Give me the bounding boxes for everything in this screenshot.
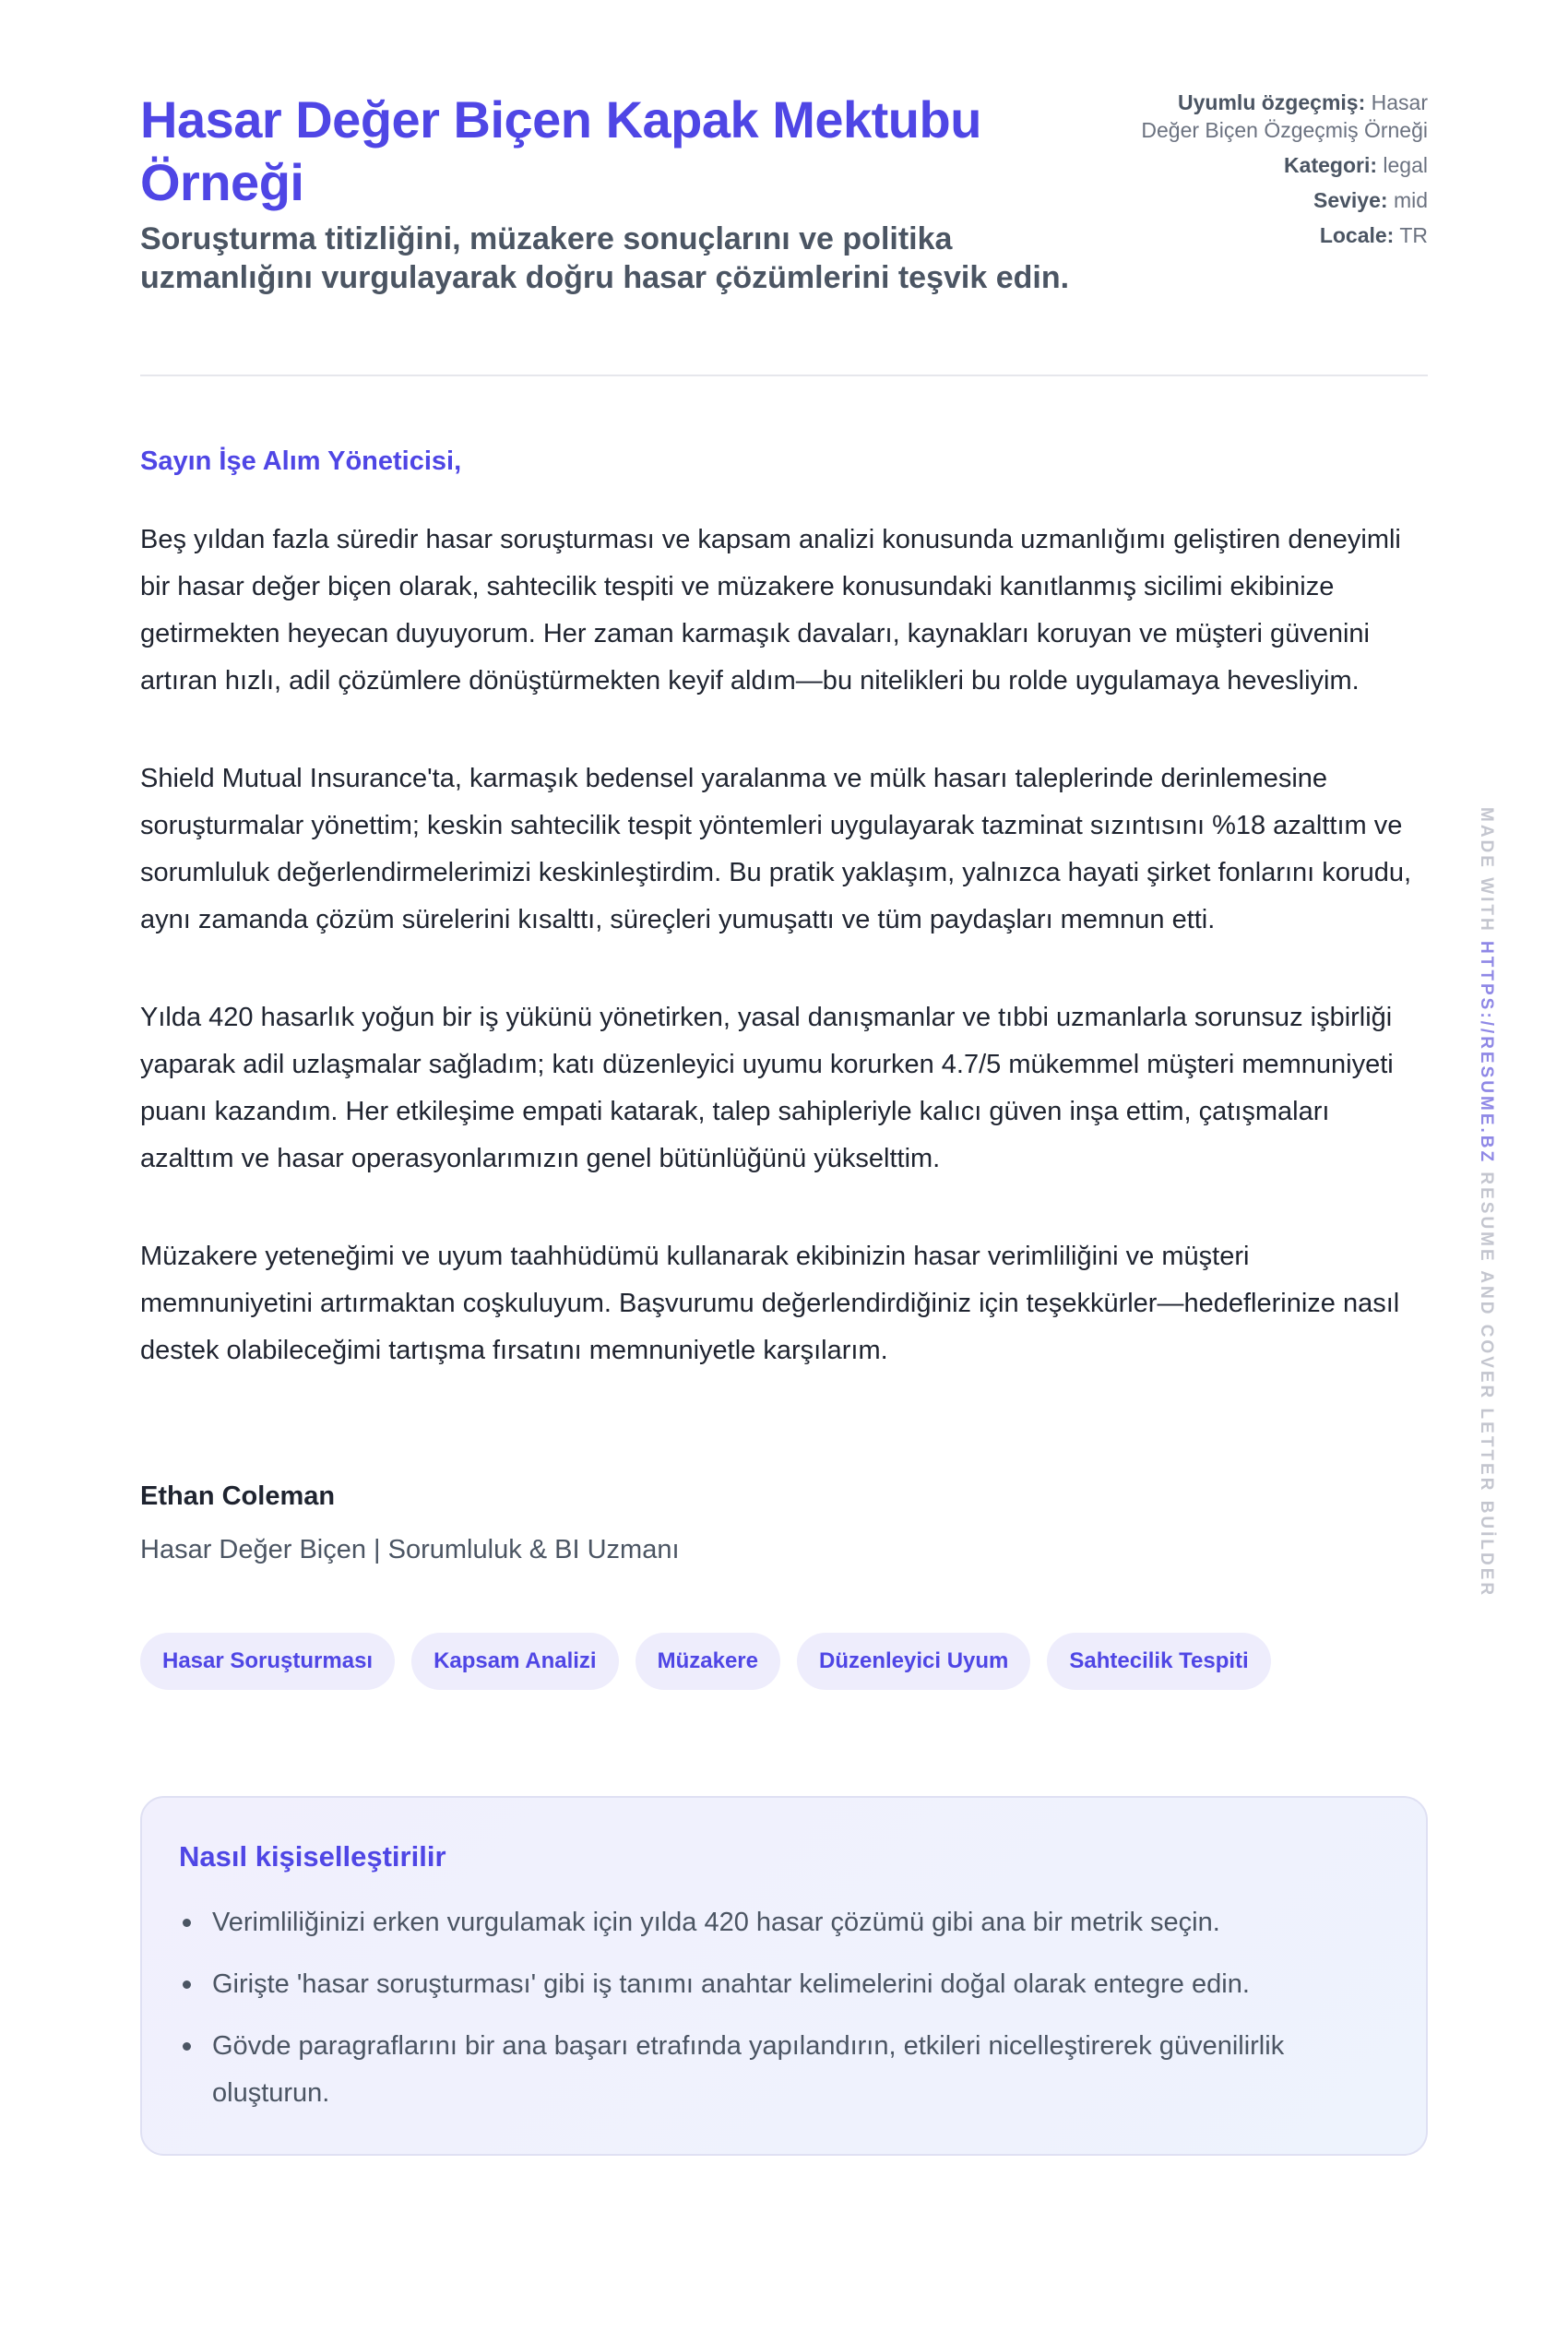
skill-tag: Müzakere [636, 1633, 780, 1690]
watermark-prefix: MADE WITH [1477, 807, 1496, 934]
page-title: Hasar Değer Biçen Kapak Mektubu Örneği [140, 90, 981, 211]
skill-tag: Sahtecilik Tespiti [1047, 1633, 1270, 1690]
meta-level-label: Seviye: [1313, 188, 1388, 212]
skill-tags [140, 1633, 1428, 1690]
watermark-link[interactable]: HTTPS://RESUME.BZ [1477, 941, 1496, 1165]
personalization-tips [140, 1796, 1428, 2156]
tip-item: Verimliliğinizi erken vurgulamak için yılda 420 hasar çözümü gibi ana bir metrik seçin. [179, 1899, 1387, 1946]
letter-salutation: Sayın İşe Alım Yöneticisi, [140, 446, 462, 476]
meta-resume [1123, 89, 1428, 144]
meta-locale [1123, 221, 1428, 249]
cover-letter-page [140, 0, 1428, 2156]
page-header [140, 0, 1428, 376]
letter-paragraph: Yılda 420 hasarlık yoğun bir iş yükünü yönetirken, yasal danışmanlar ve tıbbi uzmanlarla sorunsuz işbirliği yaparak adil uzlaşmalar sağladım; katı düzenleyici uyumu korurken 4.7/5 mükemmel müşteri memnuniyeti puanı kazandım. Her etkileşime empati katarak, talep sahipleriyle kalıcı güven inşa ettim, çatışmaları azalttım ve hasar operasyonlarımızın genel bütünlüğünü yükselttim. [140, 1003, 1394, 1173]
letter-paragraph: Beş yıldan fazla süredir hasar soruşturması ve kapsam analizi konusunda uzmanlığımı geliştiren deneyimli bir hasar değer biçen olarak, sahtecilik tespiti ve müzakere konusundaki kanıtlanmış sicilimi ekibinize getirmekten heyecan duyuyorum. Her zaman karmaşık davaları, kaynakları koruyan ve müşteri güvenini artıran hızlı, adil çözümlere dönüştürmekten keyif aldım—bu nitelikleri bu rolde uygulamaya hevesliyim. [140, 525, 1401, 696]
letter-paragraph: Shield Mutual Insurance'ta, karmaşık bedensel yaralanma ve mülk hasarı taleplerinde derinlemesine soruşturmalar yönettim; keskin sahtecilik tespit yöntemleri uygulayarak tazminat sızıntısını %18 azalttım ve sorumluluk değerlendirmelerimizi keskinleştirdim. Bu pratik yaklaşım, yalnızca hayati şirket fonlarını korudu, aynı zamanda çözüm sürelerini kısalttı, süreçleri yumuşattı ve tüm paydaşları memnun etti. [140, 764, 1412, 934]
skill-tag: Düzenleyici Uyum [797, 1633, 1030, 1690]
page-subtitle: Soruşturma titizliğini, müzakere sonuçlarını ve politika uzmanlığını vurgulayarak doğru hasar çözümlerini teşvik edin. [140, 221, 1070, 295]
letter-paragraph: Müzakere yeteneğimi ve uyum taahhüdümü kullanarak ekibinizin hasar verimliliğini ve müşteri memnuniyetini artırmaktan coşkuluyum. Başvurumu değerlendirdiğiniz için teşekkürler—hedeflerinize nasıl destek olabileceğimi tartışma fırsatını memnuniyetle karşılarım. [140, 1242, 1400, 1365]
signature-name: Ethan Coleman [140, 1481, 336, 1511]
meta-category-value: legal [1383, 153, 1428, 177]
tips-list [179, 1899, 1387, 2117]
signature-role: Hasar Değer Biçen | Sorumluluk & BI Uzmanı [140, 1535, 680, 1564]
tips-title: Nasıl kişiselleştirilir [179, 1840, 446, 1873]
meta-resume-link[interactable]: Hasar Değer Biçen Özgeçmiş Örneği [1141, 90, 1428, 142]
meta-level [1123, 186, 1428, 214]
tip-item: Girişte 'hasar soruşturması' gibi iş tanımı anahtar kelimelerini doğal olarak entegre edin. [179, 1961, 1387, 2008]
skill-tag: Kapsam Analizi [411, 1633, 619, 1690]
meta-panel [1123, 89, 1428, 256]
meta-category-label: Kategori: [1284, 153, 1377, 177]
tip-item: Gövde paragraflarını bir ana başarı etrafında yapılandırın, etkileri nicelleştirerek güvenilirlik oluşturun. [179, 2023, 1387, 2117]
watermark-suffix: RESUME AND COVER LETTER BUİLDER [1477, 1172, 1496, 1599]
meta-locale-value: TR [1399, 223, 1428, 247]
meta-resume-label: Uyumlu özgeçmiş: [1178, 90, 1366, 114]
meta-category [1123, 151, 1428, 179]
side-watermark [1476, 807, 1496, 1598]
meta-level-value: mid [1393, 188, 1428, 212]
skill-tag: Hasar Soruşturması [140, 1633, 395, 1690]
meta-locale-label: Locale: [1319, 223, 1395, 247]
